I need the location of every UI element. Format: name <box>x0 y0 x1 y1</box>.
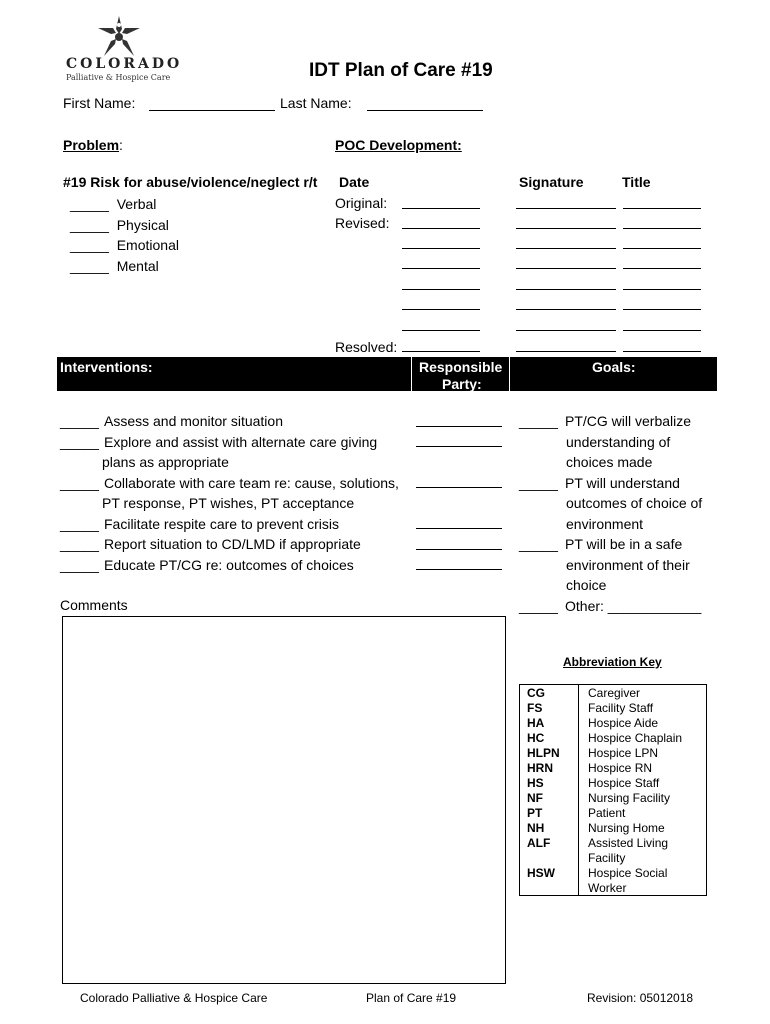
original-label: Original: <box>335 195 388 211</box>
abbreviation-code: HRN <box>527 761 553 775</box>
last-name-label: Last Name: <box>280 95 352 111</box>
comments-field[interactable] <box>62 616 506 984</box>
intervention-item: plans as appropriate <box>102 454 229 470</box>
first-name-field[interactable] <box>149 110 275 111</box>
section-header-bar <box>57 357 717 391</box>
revised-label: Revised: <box>335 215 390 231</box>
problem-item[interactable]: _____ Mental <box>70 257 159 274</box>
abbreviation-term: Hospice Social <box>588 866 668 880</box>
abbreviation-code <box>527 851 560 866</box>
date-field[interactable] <box>402 309 480 310</box>
abbreviation-code: HSW <box>527 866 555 880</box>
abbreviation-code: NF <box>527 791 543 805</box>
goal-item: choices made <box>566 454 653 470</box>
footer-revision: Revision: 05012018 <box>587 991 694 1005</box>
abbreviation-term: Hospice Staff <box>588 776 660 790</box>
intervention-item[interactable]: _____ Report situation to CD/LMD if appropriate <box>60 536 361 552</box>
abbreviation-term: Caregiver <box>588 686 641 700</box>
first-name-label: First Name: <box>63 95 136 111</box>
abbreviation-code: FS <box>527 701 543 715</box>
title-field[interactable] <box>623 228 701 229</box>
title-field[interactable] <box>623 330 701 331</box>
problem-item[interactable]: _____ Emotional <box>70 237 179 253</box>
responsible-party-field[interactable] <box>416 426 502 427</box>
abbreviation-terms <box>588 686 706 896</box>
goals-list <box>519 411 702 616</box>
star-flower-logo-icon <box>96 14 142 62</box>
intervention-item[interactable]: _____ Facilitate respite care to prevent crisis <box>60 515 339 532</box>
abbreviation-code: HC <box>527 731 545 745</box>
responsible-party-field[interactable] <box>416 487 502 488</box>
abbreviation-code: PT <box>527 806 543 820</box>
signature-field[interactable] <box>516 330 616 331</box>
title-field[interactable] <box>623 309 701 310</box>
abbreviation-term: Nursing Home <box>588 821 665 835</box>
responsible-party-field[interactable] <box>416 549 502 550</box>
abbreviation-code <box>527 881 560 896</box>
logo-subtitle: Palliative & Hospice Care <box>66 73 171 82</box>
abbreviation-term: Hospice Aide <box>588 716 659 730</box>
signature-field[interactable] <box>516 208 616 209</box>
intervention-item: PT response, PT wishes, PT acceptance <box>102 495 355 511</box>
date-field[interactable] <box>402 208 480 209</box>
date-field[interactable] <box>402 228 480 229</box>
footer-plan: Plan of Care #19 <box>366 991 457 1005</box>
abbreviation-term: Worker <box>588 881 627 895</box>
abbreviation-term: Hospice LPN <box>588 746 659 760</box>
title-column-header: Title <box>622 174 651 190</box>
organization-logo <box>66 14 183 82</box>
signature-field[interactable] <box>516 228 616 229</box>
problem-items-list <box>70 194 179 276</box>
goal-item[interactable]: _____ PT/CG will verbalize <box>519 413 692 429</box>
abbreviation-term: Nursing Facility <box>588 791 671 805</box>
goal-item: understanding of <box>566 433 671 450</box>
title-field[interactable] <box>623 351 701 352</box>
abbreviation-code: HS <box>527 776 544 790</box>
abbreviation-code: NH <box>527 821 545 835</box>
interventions-header: Interventions: <box>60 359 153 375</box>
title-field[interactable] <box>623 208 701 209</box>
title-field[interactable] <box>623 268 701 269</box>
abbreviation-codes <box>527 686 560 896</box>
goal-item: environment of their <box>566 556 690 573</box>
abbreviation-key-table <box>519 684 707 896</box>
goal-item[interactable]: _____ PT will be in a safe <box>519 536 683 552</box>
problem-heading: Problem: <box>63 137 123 153</box>
resolved-label: Resolved: <box>335 339 398 355</box>
goals-header: Goals: <box>592 359 636 375</box>
intervention-item[interactable]: _____ Collaborate with care team re: cause, solutions, <box>60 474 399 491</box>
date-field[interactable] <box>402 289 480 290</box>
abbreviation-code: HLPN <box>527 746 560 760</box>
responsible-party-header-line1: Responsible <box>419 359 503 375</box>
page-title: IDT Plan of Care #19 <box>309 60 493 81</box>
responsible-party-field[interactable] <box>416 569 502 570</box>
interventions-list <box>60 411 399 575</box>
date-field[interactable] <box>402 351 480 352</box>
problem-statement: #19 Risk for abuse/violence/neglect r/t <box>63 174 318 190</box>
signature-field[interactable] <box>516 248 616 249</box>
footer-organization: Colorado Palliative & Hospice Care <box>80 991 268 1005</box>
problem-item[interactable]: _____ Verbal <box>70 196 157 212</box>
abbreviation-key-heading: Abbreviation Key <box>563 655 662 669</box>
responsible-party-field[interactable] <box>416 446 502 447</box>
date-field[interactable] <box>402 248 480 249</box>
title-field[interactable] <box>623 248 701 249</box>
intervention-item[interactable]: _____ Assess and monitor situation <box>60 413 283 429</box>
abbreviation-term: Facility <box>588 851 626 865</box>
signature-field[interactable] <box>516 351 616 352</box>
goal-item: environment <box>566 515 644 532</box>
poc-development-heading: POC Development: <box>335 137 462 153</box>
date-column-header: Date <box>339 174 370 190</box>
goal-item: outcomes of choice of <box>566 495 703 511</box>
title-field[interactable] <box>623 289 701 290</box>
last-name-field[interactable] <box>367 110 483 111</box>
abbreviation-term: Patient <box>588 806 626 820</box>
date-field[interactable] <box>402 330 480 331</box>
intervention-item[interactable]: _____ Educate PT/CG re: outcomes of choices <box>60 556 354 573</box>
abbreviation-term: Hospice RN <box>588 761 653 775</box>
date-field[interactable] <box>402 268 480 269</box>
abbreviation-code: HA <box>527 716 545 730</box>
comments-label: Comments <box>60 597 128 613</box>
abbreviation-term: Facility Staff <box>588 701 654 715</box>
goal-item: choice <box>566 577 607 593</box>
goal-item[interactable]: _____ Other: ____________ <box>519 597 702 614</box>
logo-name: COLORADO <box>66 56 183 72</box>
signature-field[interactable] <box>516 268 616 269</box>
responsible-party-header-line2: Party: <box>442 376 482 392</box>
signature-field[interactable] <box>516 289 616 290</box>
signature-field[interactable] <box>516 309 616 310</box>
signature-column-header: Signature <box>519 174 584 190</box>
abbreviation-code: ALF <box>527 836 551 850</box>
abbreviation-term: Assisted Living <box>588 836 669 850</box>
responsible-party-field[interactable] <box>416 528 502 529</box>
abbreviation-term: Hospice Chaplain <box>588 731 683 745</box>
intervention-item[interactable]: _____ Explore and assist with alternate care giving <box>60 433 378 450</box>
problem-item[interactable]: _____ Physical <box>70 216 169 233</box>
goal-item[interactable]: _____ PT will understand <box>519 474 680 491</box>
abbreviation-code: CG <box>527 686 545 700</box>
